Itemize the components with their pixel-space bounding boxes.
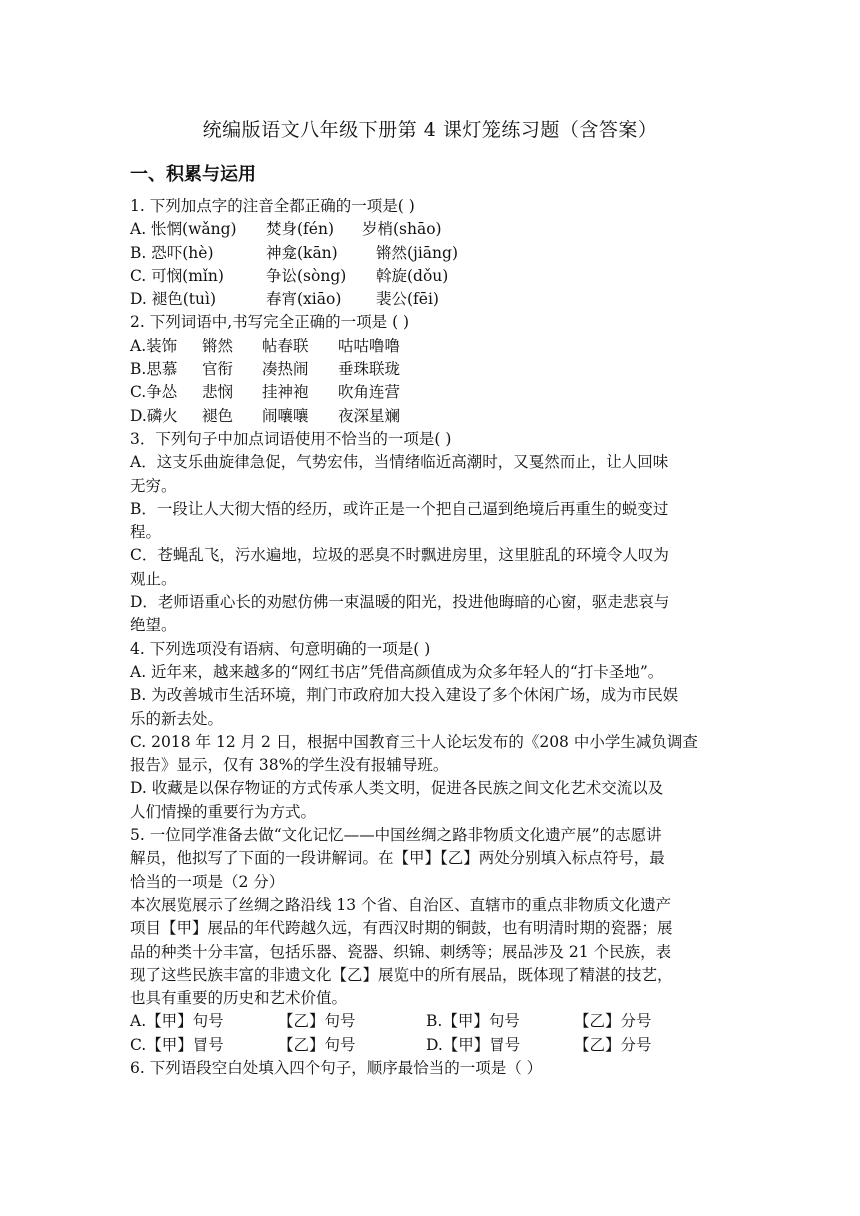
q3-stem: 3．下列句子中加点词语使用不恰当的一项是( ) bbox=[130, 429, 452, 448]
q3-option-a-line2: 无穷。 bbox=[130, 476, 177, 495]
q1-stem: 1. 下列加点字的注音全都正确的一项是( ) bbox=[130, 197, 415, 215]
q5-stem-line3: 恰当的一项是（2 分） bbox=[130, 872, 285, 891]
q2-option-c: C.争怂 悲悯 挂神袍 吹角连营 bbox=[130, 383, 401, 402]
question-list bbox=[130, 195, 735, 1080]
q4-option-c-line2: 报告》显示，仅有 38%的学生没有报辅导班。 bbox=[130, 756, 449, 775]
q5-passage-line2: 项目【甲】展品的年代跨越久远，有西汉时期的铜鼓，也有明清时期的瓷器；展 bbox=[130, 919, 673, 938]
q4-option-b-line1: B. 为改善城市生活环境，荆门市政府加大投入建设了多个休闲广场，成为市民娱 bbox=[130, 686, 679, 705]
q5-stem-line2: 解员，他拟写了下面的一段讲解词。在【甲】【乙】两处分别填入标点符号，最 bbox=[130, 849, 665, 868]
q2-option-b: B.思慕 官衔 凑热闹 垂珠联珑 bbox=[130, 360, 401, 379]
section-heading: 一、积累与运用 bbox=[130, 164, 256, 185]
q1-option-b: B. 恐吓(hè) 神龛(kān) 锵然(jiāng) bbox=[130, 243, 459, 262]
q5-passage-line5: 也具有重要的历史和艺术价值。 bbox=[130, 989, 348, 1008]
q4-option-d-line2: 人们情操的重要行为方式。 bbox=[130, 802, 317, 821]
q2-option-a: A.装饰 锵然 帖春联 咕咕噜噜 bbox=[130, 336, 401, 355]
q5-passage-line1: 本次展览展示了丝绸之路沿线 13 个省、自治区、直辖市的重点非物质文化遗产 bbox=[130, 895, 672, 914]
q5-options-cd: C.【甲】冒号 【乙】句号 D.【甲】冒号 【乙】分号 bbox=[130, 1035, 652, 1054]
document-title: 统编版语文八年级下册第 4 课灯笼练习题（含答案） bbox=[202, 119, 658, 141]
q5-passage-line3: 品的种类十分丰富，包括乐器、瓷器、织锦、刺绣等；展品涉及 21 个民族，表 bbox=[130, 942, 672, 961]
q3-option-d-line2: 绝望。 bbox=[130, 616, 177, 635]
q5-passage-line4: 现了这些民族丰富的非遗文化【乙】展览中的所有展品，既体现了精湛的技艺， bbox=[130, 965, 673, 984]
q4-option-c-line1: C. 2018 年 12 月 2 日，根据中国教育三十人论坛发布的《208 中小学生减负调查 bbox=[130, 732, 698, 751]
q4-option-b-line2: 乐的新去处。 bbox=[130, 709, 224, 728]
q3-option-b-line1: B．一段让人大彻大悟的经历，或许正是一个把自己逼到绝境后再重生的蜕变过 bbox=[130, 499, 669, 518]
q3-option-c-line1: C．苍蝇乱飞，污水遍地，垃圾的恶臭不时飘进房里，这里脏乱的环境令人叹为 bbox=[130, 546, 669, 565]
q1-option-a: A. 怅惘(wǎng) 焚身(fén) 岁梢(shāo) bbox=[130, 220, 442, 239]
q5-stem-line1: 5. 一位同学准备去做“文化记忆——中国丝绸之路非物质文化遗产展”的志愿讲 bbox=[130, 826, 662, 845]
q2-option-d: D.磷火 褪色 闹嚷嚷 夜深星斓 bbox=[130, 406, 401, 425]
q3-option-d-line1: D．老师语重心长的劝慰仿佛一束温暖的阳光，投进他晦暗的心窗，驱走悲哀与 bbox=[130, 593, 670, 612]
q4-stem: 4. 下列选项没有语病、句意明确的一项是( ) bbox=[130, 639, 431, 658]
q6-stem: 6. 下列语段空白处填入四个句子，顺序最恰当的一项是（ ） bbox=[130, 1058, 543, 1077]
q1-option-c: C. 可悯(mǐn) 争讼(sòng) 斡旋(dǒu) bbox=[130, 266, 449, 285]
q2-stem: 2. 下列词语中,书写完全正确的一项是 ( ) bbox=[130, 313, 410, 332]
q3-option-c-line2: 观止。 bbox=[130, 569, 177, 588]
q1-option-d: D. 褪色(tuì) 春宵(xiāo) 裴公(fēi) bbox=[130, 290, 439, 309]
q4-option-d-line1: D. 收藏是以保存物证的方式传承人类文明，促进各民族之间文化艺术交流以及 bbox=[130, 779, 664, 798]
q5-options-ab: A.【甲】句号 【乙】句号 B.【甲】句号 【乙】分号 bbox=[130, 1012, 652, 1031]
q3-option-a-line1: A．这支乐曲旋律急促，气势宏伟，当情绪临近高潮时，又戛然而止，让人回味 bbox=[130, 453, 669, 472]
q4-option-a: A. 近年来，越来越多的“网红书店”凭借高颜值成为众多年轻人的“打卡圣地”。 bbox=[130, 662, 664, 681]
q3-option-b-line2: 程。 bbox=[130, 523, 162, 542]
